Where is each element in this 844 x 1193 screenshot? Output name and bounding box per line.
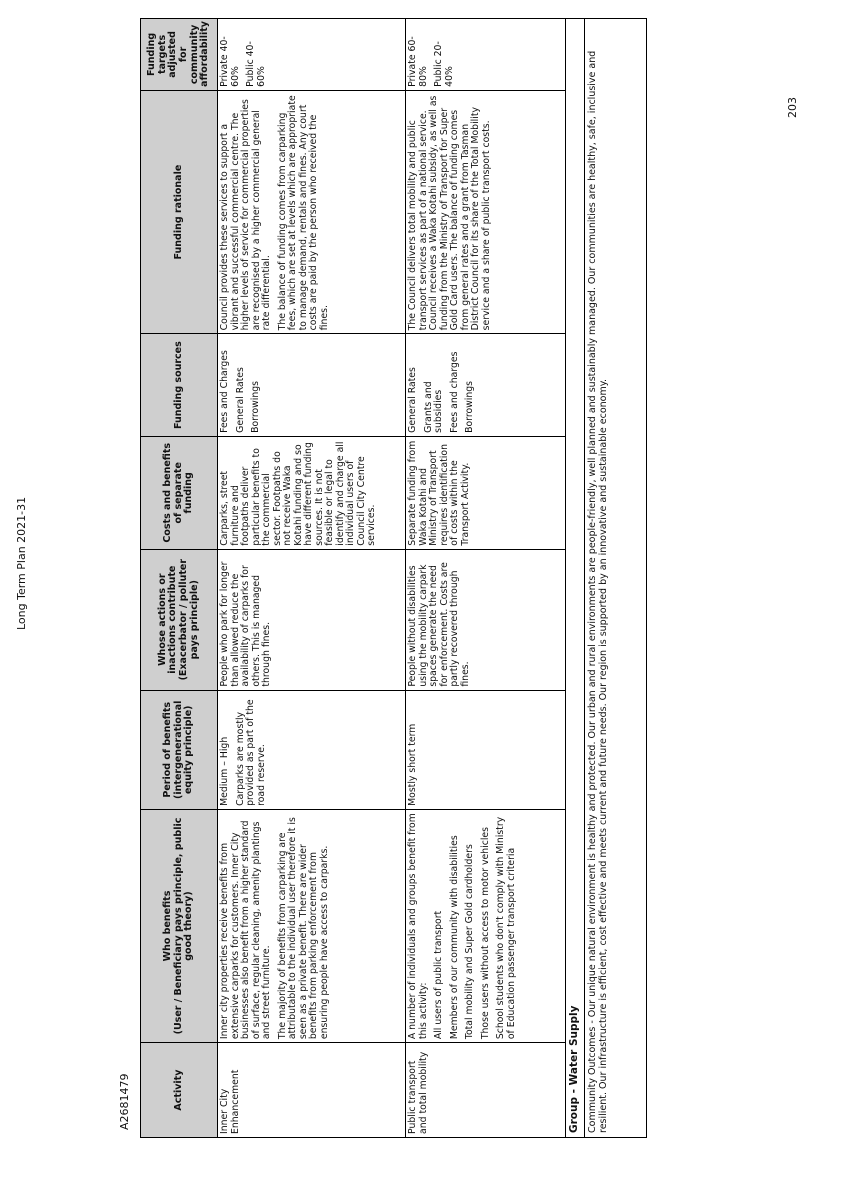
column-header: Period of benefits (intergenerational equity principle) (141, 690, 218, 809)
cell-paragraph: The Council delivers total mobility and public transport services as part of a national service. Council receives a Waka Kotahi subsidy, as well as funding from the Ministry of Transport for Super Gold Card users. The balance of funding comes from general rates and a grant from Tasman District Council for its share of the Total Mobility service and a share of public transport costs. (407, 95, 492, 331)
cell-paragraph: Council provides these services to support a vibrant and successful commercial centre. The higher levels of service for commercial properties are recognised by a higher commercial general rate differential. (219, 99, 272, 331)
cell-whose-actions (218, 549, 406, 690)
cell-whose-actions (406, 549, 566, 690)
cell-paragraph: Private 60-80% (407, 36, 429, 87)
column-header: Who benefits (User / Beneficiary pays principle, public good theory) (141, 809, 218, 1042)
page-header: Long Term Plan 2021-31 (15, 496, 28, 630)
cell-paragraph: Inner city properties receive benefits from extensive carparks for customers. Inner City businesses also benefit from a higher standard of surface, regular cleaning, amenity plantings and street furniture. (219, 820, 272, 1040)
cell-paragraph: The balance of funding comes from carparking fees, which are set at levels which are appropriate to manage demand, rentals and fines. Any court costs are paid by the person who received the fines. (276, 95, 330, 331)
cell-paragraph: All users of public transport (433, 910, 444, 1040)
cell-paragraph: Members of our community with disabilities (448, 835, 460, 1040)
page-number: 203 (786, 97, 799, 118)
cell-targets (406, 19, 566, 91)
cell-rationale (218, 90, 406, 334)
funding-table (140, 18, 647, 1138)
cell-who-benefits (218, 809, 406, 1042)
cell-paragraph: People who park for longer than allowed reduce the availability of carparks for others. This is managed through fines. (219, 561, 272, 687)
cell-paragraph: Borrowings (250, 381, 261, 433)
column-header: Funding rationale (141, 90, 218, 334)
cell-funding-sources (406, 334, 566, 437)
cell-paragraph: People without disabilities using the mobility carpark spaces generate the need for enforcement. Costs are partly recovered through fines. (407, 562, 471, 687)
cell-paragraph: The majority of benefits from carparking are attributable to the individual user therefore it is seen as a private benefit. There are wider benefits from parking enforcement from ensuring people have access to carparks. (276, 817, 330, 1040)
cell-who-benefits (406, 809, 566, 1042)
cell-paragraph: Grants and subsidies (422, 381, 444, 433)
column-header: Activity (141, 1043, 218, 1138)
community-outcomes: Community Outcomes - Our unique natural environment is healthy and protected. Our urban and rural environments are people-friendly, well planned and sustainably managed. Our communities are healthy, safe, inclusive and resilient. Our infrastructure is efficient, cost effective and meets current and future needs. Our region is supported by an innovative and sustainable economy. (584, 19, 646, 1138)
cell-paragraph: General Rates (407, 367, 418, 433)
table-row (406, 19, 566, 1138)
cell-costs-benefits (406, 436, 566, 549)
cell-paragraph: Public 40-60% (245, 41, 267, 87)
group-row (566, 19, 585, 1138)
cell-period (218, 690, 406, 809)
group-label: Group - Water Supply (566, 19, 585, 1138)
cell-paragraph: Mostly short term (407, 723, 418, 806)
cell-paragraph: Those users without access to motor vehicles (479, 827, 491, 1040)
column-header: Costs and benefits of separate funding (141, 436, 218, 549)
cell-period (406, 690, 566, 809)
document-reference: A2681479 (118, 1073, 131, 1130)
cell-activity: Inner City Enhancement (218, 1043, 406, 1138)
cell-paragraph: Fees and Charges (219, 350, 230, 433)
cell-paragraph: Private 40-60% (219, 36, 241, 87)
cell-targets (218, 19, 406, 91)
community-outcomes-row (584, 19, 646, 1138)
rotated-table-container (140, 18, 670, 1138)
column-header: Whose actions or inactions contribute (Exacerbator / polluter pays principle) (141, 549, 218, 690)
table-row (218, 19, 406, 1138)
cell-paragraph: Separate funding from Waka Kotahi and Ministry of Transport requires identification of costs within the Transport Activity. (407, 440, 471, 546)
cell-paragraph: Fees and charges (448, 351, 460, 433)
cell-rationale (406, 90, 566, 334)
cell-paragraph: General Rates (234, 367, 246, 433)
cell-funding-sources (218, 334, 406, 437)
cell-paragraph: School students who don't comply with Ministry of Education passenger transport criteria (495, 816, 517, 1040)
cell-activity: Public transport and total mobility (406, 1043, 566, 1138)
cell-paragraph: Total mobility and Super Gold cardholders (464, 844, 475, 1040)
cell-costs-benefits (218, 436, 406, 549)
cell-paragraph: Public 20-40% (433, 41, 455, 87)
cell-paragraph: Carparks are mostly provided as part of the road reserve. (234, 699, 267, 806)
cell-paragraph: Carparks, street furniture and footpaths deliver particular benefits to the commercial sector. Footpaths do not receive Waka Kotahi funding and so have different funding sources. It is not feasible or legal to identify and charge all individual users of Council City Centre services. (219, 441, 377, 546)
cell-paragraph: Medium – High (219, 736, 230, 806)
table-header-row (141, 19, 218, 1138)
column-header: Funding sources (141, 334, 218, 437)
cell-paragraph: A number of individuals and groups benefit from this activity: (407, 813, 429, 1040)
cell-paragraph: Borrowings (464, 381, 475, 433)
column-header: Funding targets adjusted for community affordability (141, 19, 218, 91)
